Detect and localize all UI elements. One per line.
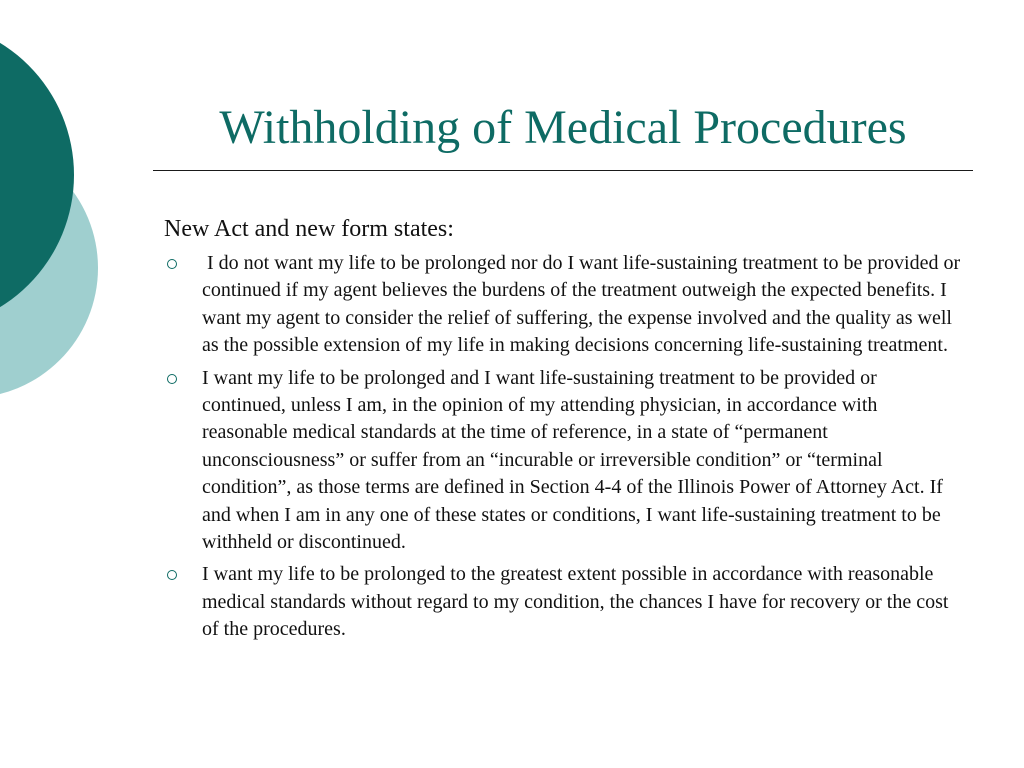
bullet-text: I want my life to be prolonged and I want life-sustaining treatment to be provided or continued, unless I am, in the opinion of my attending physician, in accordance with reasonable medical standards at the time of reference, in a state of “permanent unconsciousness” or suffer from an “incurable or irreversible condition” or “terminal condition”, as those terms are defined in Section 4-4 of the Illinois Power of Attorney Act. If and when I am in any one of these states or conditions, I want life-sustaining treatment to be withheld or discontinued. bbox=[202, 366, 943, 554]
bullet-text: I want my life to be prolonged to the greatest extent possible in accordance with reasonable medical standards without regard to my condition, the chances I have for recovery or the cost of the procedures. bbox=[202, 563, 949, 641]
hollow-circle-icon bbox=[167, 570, 177, 580]
slide-title: Withholding of Medical Procedures bbox=[219, 101, 907, 154]
bullet-list bbox=[164, 250, 964, 644]
hollow-circle-icon bbox=[167, 374, 177, 384]
slide-body bbox=[164, 212, 964, 649]
bullet-item bbox=[164, 561, 964, 643]
hollow-circle-icon bbox=[167, 259, 177, 269]
title-divider bbox=[153, 170, 973, 171]
bullet-item bbox=[164, 250, 964, 360]
bullet-text: I do not want my life to be prolonged nor do I want life-sustaining treatment to be provided or continued if my agent believes the burdens of the treatment outweigh the expected benefits. I want my agent to consider the relief of suffering, the expense involved and the quality as well as the possible extension of my life in making decisions concerning life-sustaining treatment. bbox=[202, 252, 966, 357]
intro-text: New Act and new form states: bbox=[164, 216, 454, 242]
bullet-item bbox=[164, 365, 964, 557]
